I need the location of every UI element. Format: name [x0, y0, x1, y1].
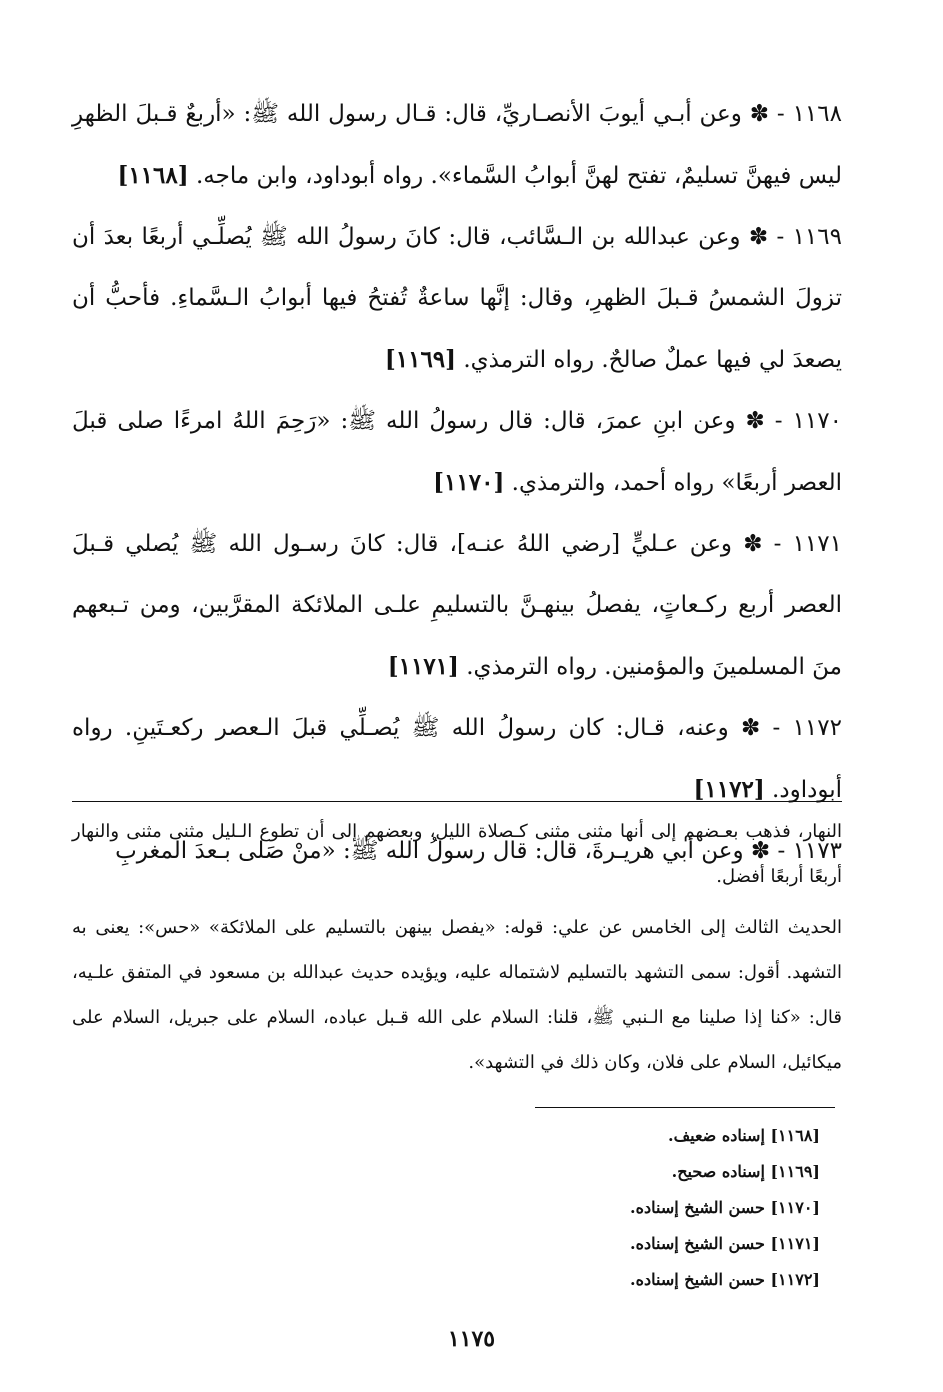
- hadith-1172: [72, 698, 842, 821]
- hadith-reference: [١١٧٠]: [433, 469, 505, 496]
- hadith-1170: [72, 391, 842, 514]
- hadith-text: ١١٦٨ - ✽ وعن أبـي أيوبَ الأنصـاريِّ، قال: قـال رسول الله ﷺ: «أربعٌ قـبلَ الظهرِ ليس فيهنَّ تسليمٌ، تفتح لهنَّ أبوابُ السَّماء». رواه أبوداود، وابن ماجه.: [72, 101, 842, 189]
- footnote-item: [١١٧١] حسن الشيخ إسناده.: [630, 1234, 820, 1253]
- hadith-reference: [١١٦٨]: [117, 162, 189, 189]
- footnote-item: [١١٦٨] إسناده ضعيف.: [668, 1126, 820, 1145]
- hadith-reference: [١١٧١]: [387, 653, 459, 680]
- page-number: ١١٧٥: [447, 1326, 496, 1352]
- hadith-text: ١١٧١ - ✽ وعن عـليٍّ [رضي اللهُ عنـه]، قال: كانَ رسـول الله ﷺ يُصلي قـبلَ العصر أربع ركـعاتٍ، يفصلُ بينهـنَّ بالتسليمِ علـى الملائكة المقرَّبين، ومن تـبعهم منَ المسلمينَ والمؤمنين. رواه الترمذي.: [72, 531, 842, 680]
- hadith-text-block: [72, 84, 842, 882]
- footnote-item: [١١٦٩] إسناده صحيح.: [671, 1162, 820, 1181]
- commentary-paragraph: الحديث الثالث إلى الخامس عن علي: قوله: «يفصل بينهن بالتسليم على الملائكة» «حس»: يعنى به التشهد. أقول: سمى التشهد بالتسليم لاشتماله عليه، ويؤيده حديث عبدالله بن مسعود في المتفق علـيه، قال: «كنا إذا صلينا مع الـنبي ﷺ، قلنا: السلام على الله قـبل عباده، السلام على جبريل، السلام على ميكائيل، السلام على فلان، وكان ذلك في التشهد».: [72, 917, 842, 1073]
- footnotes-list: [500, 1118, 820, 1298]
- hadith-reference: [١١٧٢]: [693, 776, 765, 803]
- hadith-1169: [72, 207, 842, 391]
- hadith-1168: [72, 84, 842, 207]
- hadith-reference: [١١٦٩]: [384, 346, 457, 373]
- commentary-block: [72, 809, 842, 1085]
- footnote-item: [١١٧٢] حسن الشيخ إسناده.: [630, 1270, 820, 1289]
- footnote-item: [١١٧٠] حسن الشيخ إسناده.: [630, 1198, 820, 1217]
- hadith-text: ١١٦٩ - ✽ وعن عبدالله بن الـسَّائب، قال: كانَ رسولُ الله ﷺ يُصلِّـي أربعًا بعدَ أن تزولَ الشمسُ قـبلَ الظهرِ، وقال: إنَّها ساعةٌ تُفتحُ فيها أبوابُ الـسَّماءِ. فأحبُّ أن يصعدَ لي فيها عملٌ صالحٌ. رواه الترمذي.: [72, 224, 842, 373]
- hadith-text: ١١٧٣ - ✽ وعن أبي هريـرةَ، قال: قال رسولُ الله ﷺ: «منْ صَلى بـعدَ المغربِ: [115, 838, 842, 864]
- commentary-paragraph: النهار، فذهب بعـضهم إلى أنها مثنى مثنى كـصلاة الليل، وبعضهم إلى أن تطوع الـليل مثنى مثنى والنهار أربعًا أربعًا أفضل.: [72, 821, 842, 887]
- footnote-divider: [535, 1107, 835, 1108]
- main-text-divider: [72, 801, 842, 802]
- hadith-text: ١١٧٠ - ✽ وعن ابنِ عمرَ، قال: قال رسولُ الله ﷺ: «رَحِمَ اللهُ امرءًا صلى قبلَ العصر أربعًا» رواه أحمد، والترمذي.: [72, 408, 842, 496]
- hadith-text: ١١٧٢ - ✽ وعنه، قـال: كان رسولُ الله ﷺ يُصـلِّي قبلَ الـعصر ركعـتَينِ. رواه أبوداود.: [72, 715, 842, 803]
- hadith-1171: [72, 514, 842, 698]
